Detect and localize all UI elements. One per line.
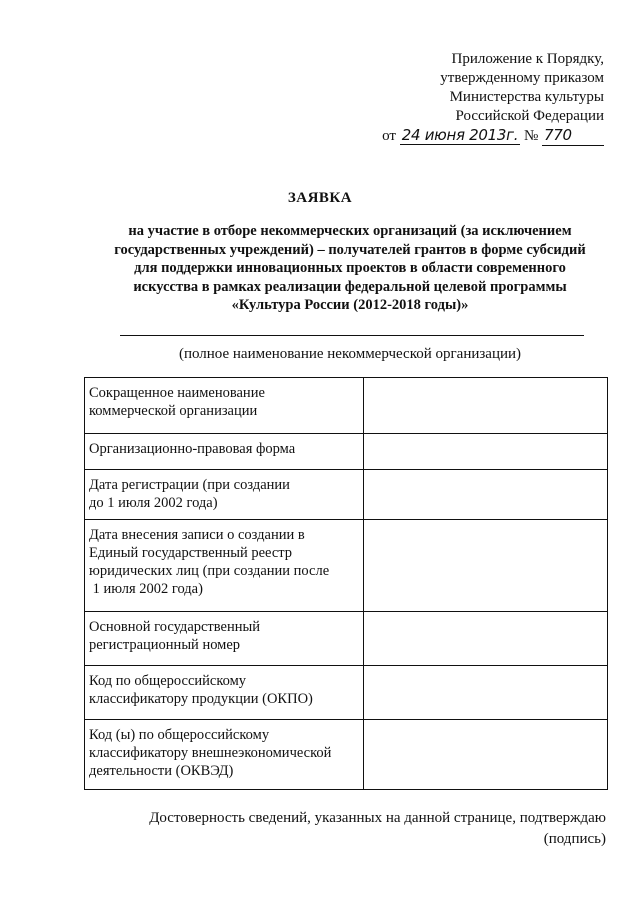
document-title: ЗАЯВКА — [287, 190, 353, 206]
row-label — [85, 378, 364, 434]
table-row — [85, 666, 608, 720]
label-line: регистрационный номер — [89, 637, 241, 653]
row-label — [85, 434, 364, 470]
row-value-cell[interactable] — [363, 720, 608, 790]
label-line: Дата регистрации (при создании — [89, 477, 290, 493]
subtitle-line: «Культура России (2012-2018 годы)» — [231, 297, 469, 313]
row-label — [85, 520, 364, 612]
subtitle-line: искусства в рамках реализации федеральной целевой программы — [133, 278, 567, 295]
order-number-sign: № — [523, 128, 539, 144]
table-row — [85, 378, 608, 434]
row-label — [85, 666, 364, 720]
label-line: юридических лиц (при создании после — [89, 563, 330, 579]
table-row — [85, 434, 608, 470]
order-date: 24 июня 2013г. — [401, 126, 519, 144]
label-line: 1 июля 2002 года) — [89, 581, 203, 597]
label-line: коммерческой организации — [89, 403, 258, 419]
order-prefix: от — [382, 128, 396, 144]
row-value-cell[interactable] — [363, 612, 608, 666]
row-value-cell[interactable] — [363, 666, 608, 720]
appendix-line: Министерства культуры — [449, 89, 604, 105]
appendix-line: Приложение к Порядку, — [451, 51, 604, 67]
subtitle-line: для поддержки инновационных проектов в области современного — [134, 260, 566, 276]
label-line: Организационно-правовая форма — [89, 441, 296, 457]
label-line: до 1 июля 2002 года) — [89, 495, 218, 511]
table-row — [85, 520, 608, 612]
appendix-line: Российской Федерации — [455, 108, 604, 124]
table-row — [85, 470, 608, 520]
document-subtitle — [100, 222, 600, 315]
row-label — [85, 612, 364, 666]
order-number: 770 — [542, 126, 604, 146]
organization-details-table — [84, 377, 608, 790]
label-line: деятельности (ОКВЭД) — [89, 763, 234, 779]
subtitle-line: на участие в отборе некоммерческих организаций (за исключением — [128, 223, 572, 239]
row-value-cell[interactable] — [363, 520, 608, 612]
order-reference — [382, 126, 604, 146]
label-line: классификатору внешнеэкономической — [89, 745, 332, 761]
label-line: Основной государственный — [89, 619, 260, 635]
label-line: Код (ы) по общероссийскому — [89, 727, 270, 743]
row-value-cell[interactable] — [363, 470, 608, 520]
label-line: классификатору продукции (ОКПО) — [89, 691, 313, 707]
appendix-header — [382, 50, 604, 146]
signature-label: (подпись) — [543, 831, 606, 847]
table-row — [85, 720, 608, 790]
label-line: Единый государственный реестр — [89, 545, 293, 561]
appendix-line: утвержденному приказом — [440, 70, 604, 86]
label-line: Код по общероссийскому — [89, 673, 247, 689]
row-label — [85, 470, 364, 520]
confirmation-block — [149, 808, 606, 850]
row-value-cell[interactable] — [363, 434, 608, 470]
row-value-cell[interactable] — [363, 378, 608, 434]
organization-name-field[interactable] — [120, 335, 584, 336]
label-line: Дата внесения записи о создании в — [89, 527, 305, 543]
organization-name-caption: (полное наименование некоммерческой организации) — [178, 346, 522, 362]
confirmation-text: Достоверность сведений, указанных на данной странице, подтверждаю — [149, 810, 606, 826]
subtitle-line: государственных учреждений) – получателей грантов в форме субсидий — [114, 241, 586, 258]
row-label — [85, 720, 364, 790]
label-line: Сокращенное наименование — [89, 385, 265, 401]
table-row — [85, 612, 608, 666]
